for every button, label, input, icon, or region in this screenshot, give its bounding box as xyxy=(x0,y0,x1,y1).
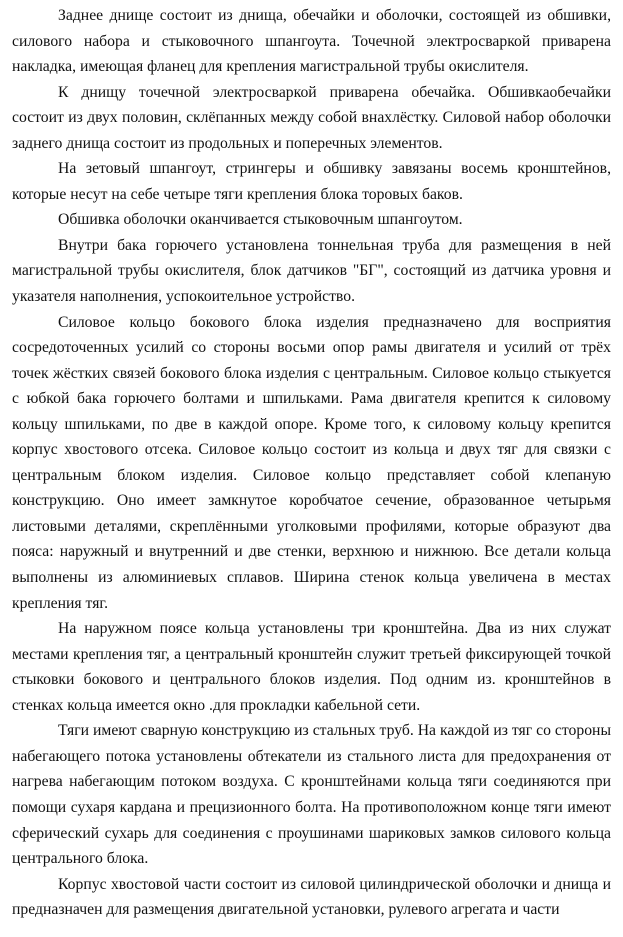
paragraph-brackets: На зетовый шпангоут, стрингеры и обшивку завязаны восемь кронштейнов, которые несут на себе четыре тяги крепления блока торовых баков. xyxy=(12,160,611,203)
paragraph-rods: Тяги имеют сварную конструкцию из стальных труб. На каждой из тяг со стороны набегающего потока установлены обтекатели из стального листа для предохранения от нагрева набегающим потоком воздуха. С кронштейнами кольца тяги соединяются при помощи сухаря кардана и прецизионного болта. На противоположном конце тяги имеют сферический сухарь для соединения с проушинами шариковых замков силового кольца центрального блока. xyxy=(12,722,611,868)
paragraph-outer-belt: На наружном поясе кольца установлены три кронштейна. Два из них служат местами крепления тяг, а центральный кронштейн служит третьей фиксирующей точкой стыковки бокового и центрального блоков изделия. Под одним из. кронштейнов в стенках кольца имеется окно .для прокладки кабельной сети. xyxy=(12,620,611,714)
paragraph-skin-end: Обшивка оболочки оканчивается стыковочным шпангоутом. xyxy=(58,211,463,229)
paragraph-fuel-tank: Внутри бака горючего установлена тоннельная труба для размещения в ней магистральной трубы окислителя, блок датчиков "БГ", состоящий из датчика уровня и указателя наполнения, успокоительное устройство. xyxy=(12,236,611,306)
paragraph-shell: К днищу точечной электросваркой приварена обечайка. Обшивкаобечайки состоит из двух половин, склёпанных между собой внахлёстку. Силовой набор оболочки заднего днища состоит из продольных и поперечных элементов. xyxy=(12,83,611,152)
paragraph-power-ring: Силовое кольцо бокового блока изделия предназначено для восприятия сосредоточенных усилий со стороны восьми опор рамы двигателя и усилий от трёх точек жёстких связей бокового блока изделия с центральным. Силовое кольцо стыкуется с юбкой бака горючего болтами и шпильками. Рама двигателя крепится к силовому кольцу шпильками, по две в каждой опоре. Кроме того, к силовому кольцу крепится корпус хвостового отсека. Силовое кольцо состоит из кольца и двух тяг для связки с центральным блоком изделия. Силовое кольцо представляет собой клепаную конструкцию. Оно имеет замкнутое коробчатое сечение, образованное четырьмя листовыми деталями, скреплёнными уголковыми профилями, которые образуют два пояса: наружный и внутренний и две стенки, верхнюю и нижнюю. Все детали кольца выполнены из алюминиевых сплавов. Ширина стенок кольца увеличена в местах крепления тяг. xyxy=(12,313,611,612)
document-page xyxy=(12,3,611,923)
paragraph-tail-body: Корпус хвостовой части состоит из силовой цилиндрической оболочки и днища и предназначен для размещения двигательной установки, рулевого агрегата и части xyxy=(12,875,611,919)
paragraph-rear-bottom: Заднее днище состоит из днища, обечайки и оболочки, состоящей из обшивки, силового набора и стыковочного шпангоута. Точечной электросваркой приварена накладка, имеющая фланец для крепления магистральной трубы окислителя. xyxy=(12,7,611,76)
